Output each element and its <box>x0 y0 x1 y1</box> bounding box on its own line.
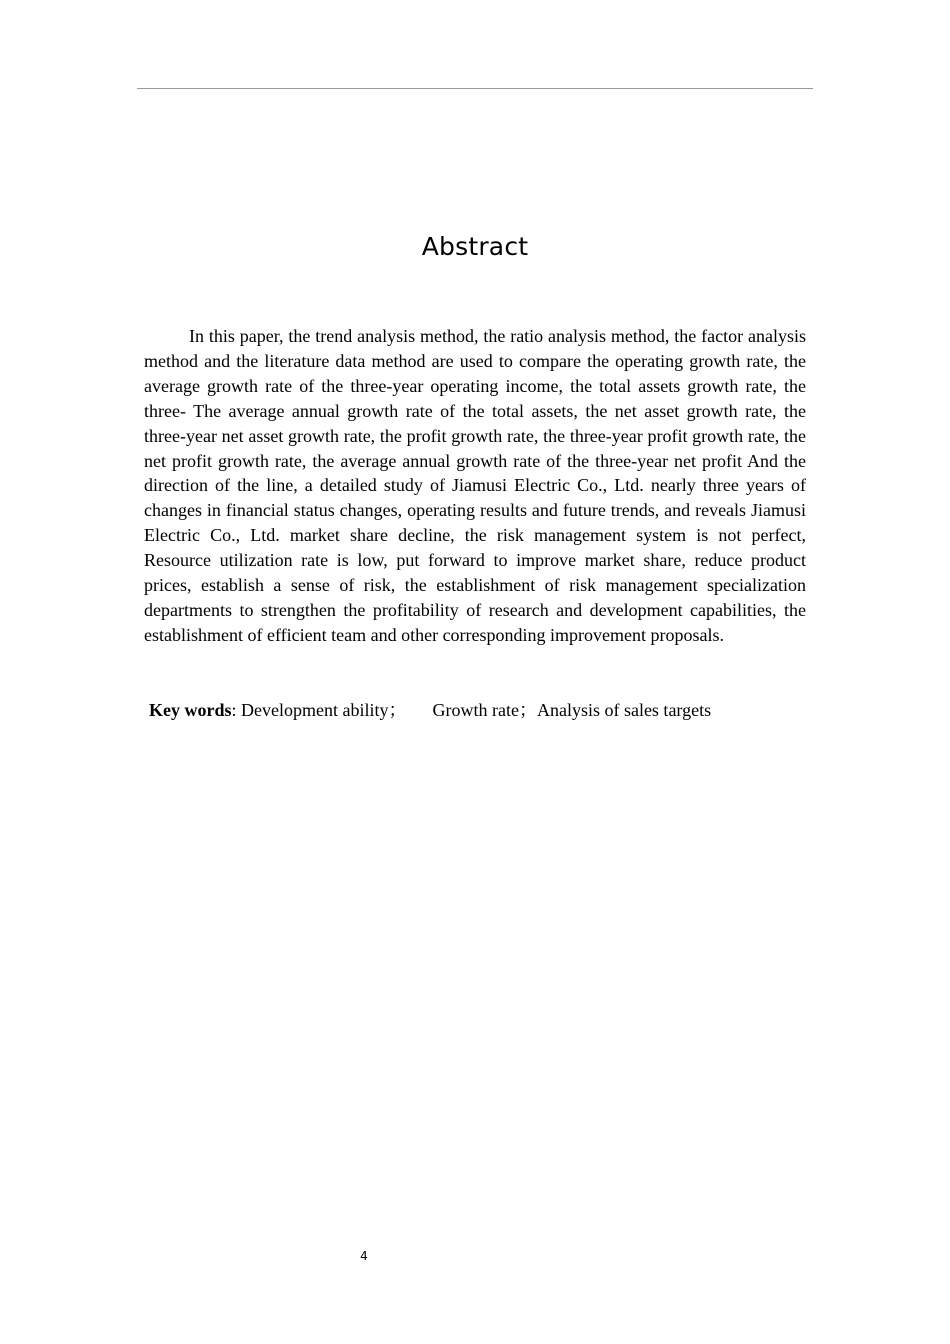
keyword-item: Growth rate； <box>432 700 537 720</box>
header-rule <box>137 88 813 89</box>
keyword-item: Analysis of sales targets <box>536 700 712 720</box>
abstract-body: In this paper, the trend analysis method, the ratio analysis method, the factor analysis method and the literature data method are used to compare the operating growth rate, the average growth rate of the three-year operating income, the total assets growth rate, the three- The average annual growth rate of the total assets, the net asset growth rate, the three-year net asset growth rate, the profit growth rate, the three-year profit growth rate, the net profit growth rate, the average annual growth rate of the three-year net profit And the direction of the line, a detailed study of Jiamusi Electric Co., Ltd. nearly three years of changes in financial status changes, operating results and future trends, and reveals Jiamusi Electric Co., Ltd. market share decline, the risk management system is not perfect, Resource utilization rate is low, put forward to improve market share, reduce product prices, establish a sense of risk, the establishment of risk management specialization departments to strengthen the profitability of research and development capabilities, the establishment of efficient team and other corresponding improvement proposals. <box>144 326 806 645</box>
page-number: 4 <box>360 1249 368 1263</box>
keywords-label: Key words <box>149 700 232 720</box>
abstract-title: Abstract <box>421 232 529 261</box>
keywords-colon: : <box>231 700 242 720</box>
keyword-item: Development ability； <box>241 700 407 720</box>
keywords-line <box>149 698 809 722</box>
